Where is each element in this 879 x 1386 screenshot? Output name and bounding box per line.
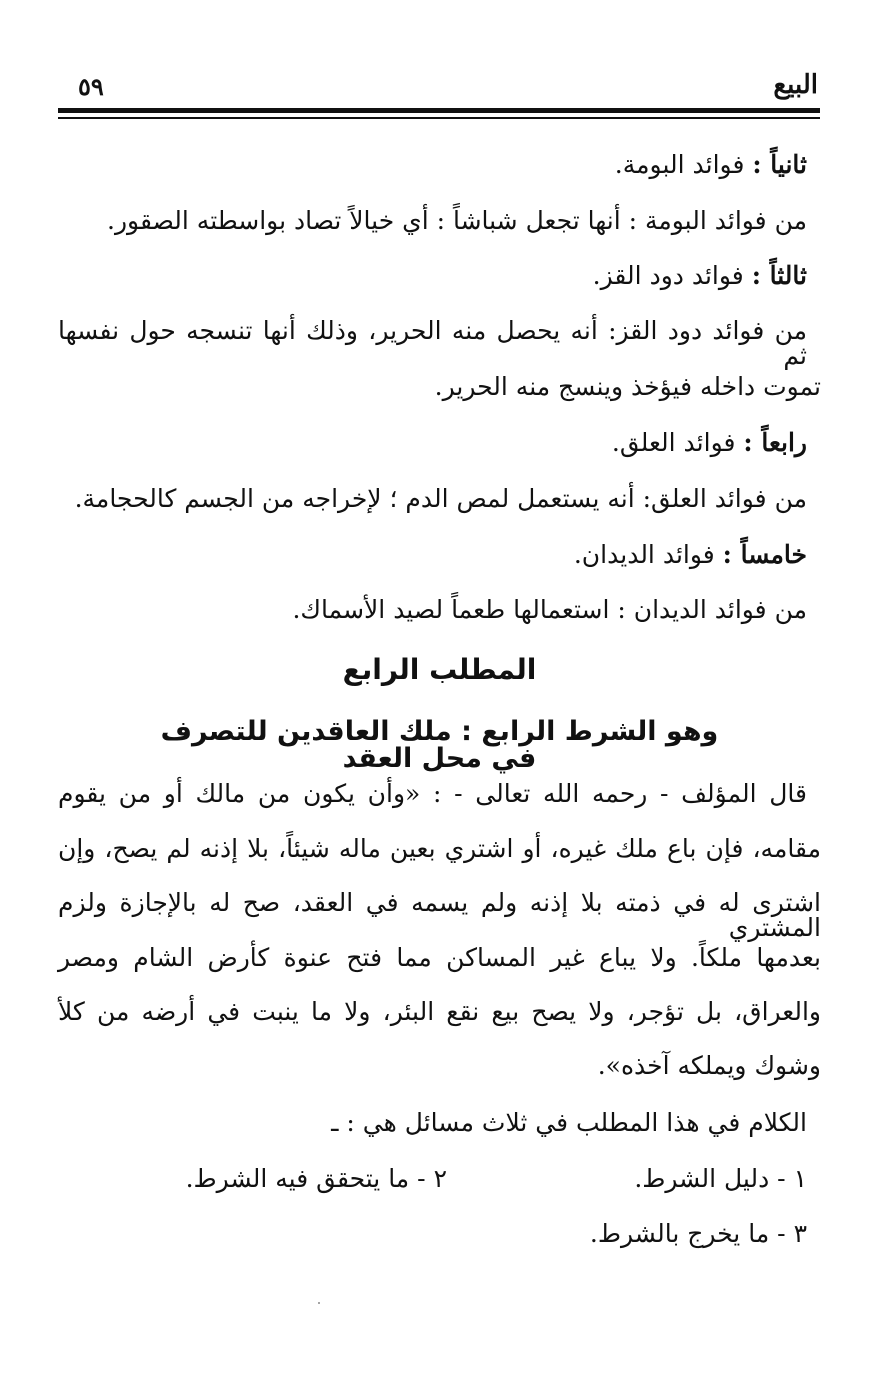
header-rule-thick: [58, 108, 820, 113]
section-heading-line: [574, 542, 807, 567]
paragraph-line: [107, 208, 807, 233]
subsection-heading: المطلب الرابع: [342, 653, 537, 686]
quote-line: وشوك ويملكه آخذه».: [597, 1051, 821, 1080]
scan-speck: [318, 1302, 320, 1304]
section-text: فوائد البومة.: [614, 150, 745, 179]
quote-line: مقامه، فإن باع ملك غيره، أو اشتري بعين ماله شيئاً، بلا إذنه لم يصح، وإن: [58, 834, 821, 863]
quote-line: والعراق، بل تؤجر، ولا يصح بيع نقع البئر، ولا ما ينبت في أرضه من كلأ: [58, 997, 821, 1026]
section-text: فوائد دود القز.: [592, 261, 744, 290]
section-text: فوائد الديدان.: [573, 540, 715, 569]
paragraph-line: [435, 374, 821, 399]
section-label: ثالثاً :: [751, 261, 807, 290]
issue-text: - دليل الشرط.: [634, 1164, 786, 1193]
header-rule-thin: [58, 117, 820, 119]
issue-item: [590, 1221, 807, 1246]
section-label: رابعاً :: [743, 428, 807, 457]
section-text: فوائد العلق.: [611, 428, 736, 457]
section-heading-line: [612, 430, 807, 455]
section-heading-line: [615, 152, 807, 177]
running-title: البيع: [773, 70, 818, 100]
section-label: خامساً :: [722, 540, 807, 569]
issue-number: ٣: [793, 1219, 807, 1248]
paragraph-line: [292, 597, 807, 622]
section-label: ثانياً :: [752, 150, 807, 179]
paragraph-text: من فوائد العلق: أنه يستعمل لمص الدم ؛ لإخراجه من الجسم كالحجامة.: [74, 484, 807, 513]
paragraph-text: من فوائد الديدان : استعمالها طعماً لصيد الأسماك.: [292, 595, 807, 624]
page-number: ٥٩: [78, 72, 104, 101]
paragraph-text: تموت داخله فيؤخذ وينسج منه الحرير.: [434, 372, 821, 401]
paragraph-line: [58, 318, 807, 368]
paragraph-line: [75, 486, 807, 511]
paragraph-text: من فوائد دود القز: أنه يحصل منه الحرير، وذلك أنها تنسجه حول نفسها ثم: [58, 316, 807, 370]
issue-text: - ما يتحقق فيه الشرط.: [185, 1164, 426, 1193]
quote-line: اشترى له في ذمته بلا إذنه ولم يسمه في العقد، صح له بالإجازة ولزم المشتري: [58, 888, 821, 942]
issue-number: ١: [793, 1164, 807, 1193]
condition-heading: وهو الشرط الرابع : ملك العاقدين للتصرف في محل العقد: [160, 716, 719, 774]
section-heading-line: [593, 263, 807, 288]
issue-number: ٢: [433, 1164, 447, 1193]
issue-item: [634, 1166, 807, 1191]
paragraph-text: من فوائد البومة : أنها تجعل شباشاً : أي خيالاً تصاد بواسطته الصقور.: [107, 206, 807, 235]
quote-line: قال المؤلف - رحمه الله تعالى - : «وأن يكون من مالك أو من يقوم: [58, 779, 807, 808]
issue-item: [186, 1166, 447, 1191]
intro-line: الكلام في هذا المطلب في ثلاث مسائل هي : ـ: [331, 1108, 807, 1137]
issue-text: - ما يخرج بالشرط.: [589, 1219, 786, 1248]
quote-line: بعدمها ملكاً. ولا يباع غير المساكن مما فتح عنوة كأرض الشام ومصر: [58, 943, 821, 972]
page-header: [58, 70, 818, 104]
